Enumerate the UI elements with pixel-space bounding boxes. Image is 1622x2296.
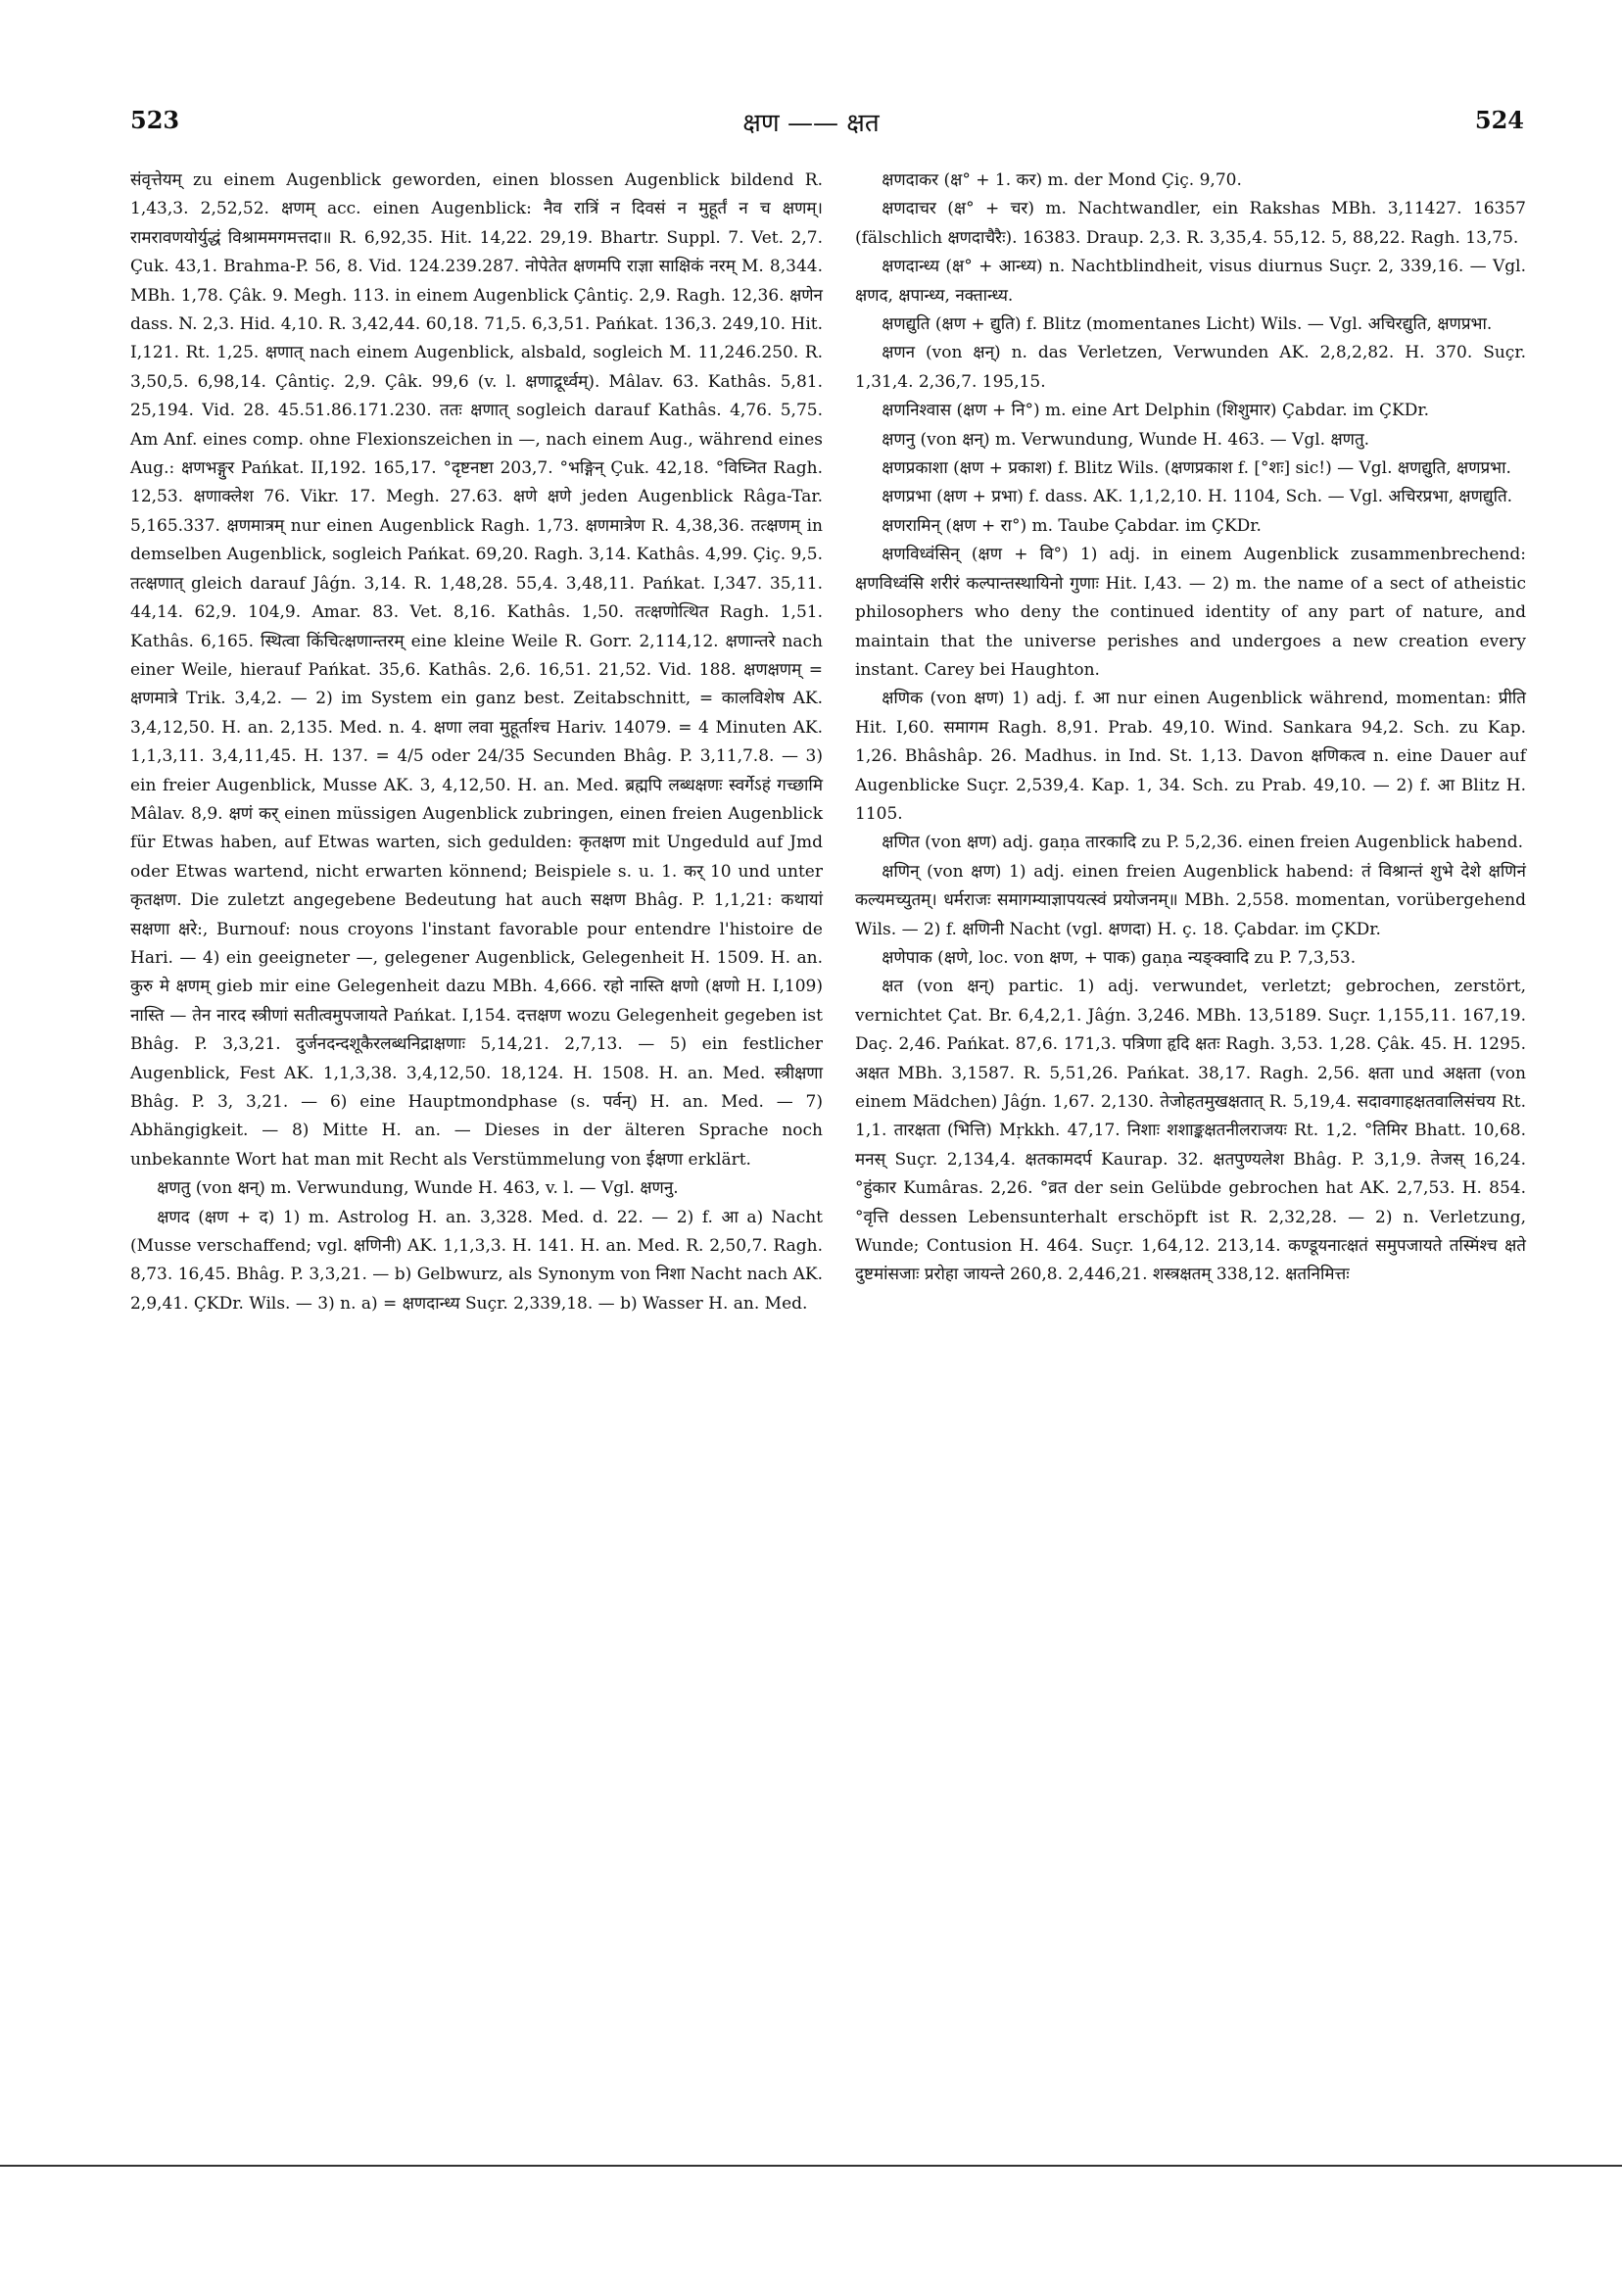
dictionary-entry: क्षणिक (von क्षण) 1) adj. f. आ nur einen Augenblick während, momentan: प्रीति Hit. I,60. समागम Ragh. 8,91. Prab. 49,10. Wind. Sankara 94,2. Sch. zu Kap. 1,26. Bhâshâp. 26. Madhus. in Ind. St. 1,13. Davon क्षणिकत्व n. eine Dauer auf Augenblicke Suçr. 2,539,4. Kap. 1, 34. Sch. zu Prab. 49,10. — 2) f. आ Blitz H. 1105. (855, 689, 1526, 824)
dictionary-entry: क्षणप्रकाशा (क्षण + प्रकाश) f. Blitz Wils. (क्षणप्रकाश f. [°शः] sic!) — Vgl. क्षणद्युति, क्षणप्रभा. (882, 458, 1511, 479)
page-number-left: 523 (130, 106, 180, 134)
left-column (130, 167, 823, 1318)
dictionary-entry: क्षणनु (von क्षन्) m. Verwundung, Wunde H. 463. — Vgl. क्षणतु. (882, 429, 1370, 450)
dictionary-entry: क्षणदान्ध्य (क्ष° + आन्ध्य) n. Nachtblindheit, visus diurnus Suçr. 2, 339,16. — Vgl. क्षणद, क्षपान्ध्य, नक्तान्ध्य. (855, 257, 1526, 306)
dictionary-entry: क्षणेपाक (क्षणे, loc. von क्षण, + पाक) gaṇa न्यङ्क्वादि zu P. 7,3,53. (882, 947, 1357, 968)
dictionary-entry: क्षणिन् (von क्षण) 1) adj. einen freien Augenblick habend: तं विश्रान्तं शुभे देशे क्षणिनं कल्यमच्युतम्। धर्मराजः समागम्याज्ञापयत्स्वं प्रयोजनम्॥ MBh. 2,558. momentan, vorübergehend Wils. — 2) f. क्षणिनी Nacht (vgl. क्षणदा) H. ç. 18. Çabdar. im ÇKDr. (855, 861, 1526, 939)
dictionary-entry: क्षणविध्वंसिन् (क्षण + वि°) 1) adj. in einem Augenblick zusammenbrechend: क्षणविध्वंसि शरीरं कल्पान्तस्थायिनो गुणाः Hit. I,43. — 2) m. the name of a sect of atheistic philosophers who deny the continued identity of any part of nature, and maintain that the universe perishes and undergoes a new creation every instant. Carey bei Haughton. (855, 545, 1526, 680)
dictionary-entry: क्षणद्युति (क्षण + द्युति) f. Blitz (momentanes Licht) Wils. — Vgl. अचिरद्युति, क्षणप्रभा. (882, 314, 1493, 335)
dictionary-entry: क्षणतु (von क्षन्) m. Verwundung, Wunde H. 463, v. l. — Vgl. क्षणनु. (157, 1178, 679, 1199)
page-number-right: 524 (1474, 106, 1524, 134)
running-head: क्षण —— क्षत (742, 109, 880, 138)
dictionary-entry: क्षणप्रभा (क्षण + प्रभा) f. dass. AK. 1,1,2,10. H. 1104, Sch. — Vgl. अचिरप्रभा, क्षणद्युति. (882, 487, 1513, 507)
right-column (855, 167, 1526, 1290)
dictionary-entry: क्षणरामिन् (क्षण + रा°) m. Taube Çabdar. im ÇKDr. (882, 515, 1262, 536)
dictionary-entry: क्षणदाचर (क्ष° + चर) m. Nachtwandler, ein Rakshas MBh. 3,11427. 16357 (fälschlich क्षणदाचैरैः). 16383. Draup. 2,3. R. 3,35,4. 55,12. 5, 88,22. Ragh. 13,75. (855, 199, 1526, 248)
dictionary-entry: संवृत्तेयम् zu einem Augenblick geworden, einen blossen Augenblick bildend R. 1,43,3. 2,52,52. क्षणम् acc. einen Augenblick: नैव रात्रिं न दिवसं न मुहूर्तं न च क्षणम्। रामरावणयोर्युद्धं विश्राममगमत्तदा॥ R. 6,92,35. Hit. 14,22. 29,19. Bhartr. Suppl. 7. Vet. 2,7. Çuk. 43,1. Brahma-P. 56, 8. Vid. 124.239.287. नोपेतेत क्षणमपि राज्ञा साक्षिकं नरम् M. 8,344. MBh. 1,78. Çâk. 9. Megh. 113. in einem Augenblick Çântiç. 2,9. Ragh. 12,36. क्षणेन dass. N. 2,3. Hid. 4,10. R. 3,42,44. 60,18. 71,5. 6,3,51. Pańkat. 136,3. 249,10. Hit. I,121. Rt. 1,25. क्षणात् nach einem Augenblick, alsbald, sogleich M. 11,246.250. R. 3,50,5. 6,98,14. Çântiç. 2,9. Çâk. 99,6 (v. l. क्षणाद्रूर्ध्वम्). Mâlav. 63. Kathâs. 5,81. 25,194. Vid. 28. 45.51.86.171.230. ततः क्षणात् sogleich darauf Kathâs. 4,76. 5,75. Am Anf. eines comp. ohne Flexionszeichen in —, nach einem Aug., während eines Aug.: क्षणभङ्गुर Pańkat. II,192. 165,17. °दृष्टनष्टा 203,7. °भङ्गिन् Çuk. 42,18. °विघ्नित Ragh. 12,53. क्षणाक्लेश 76. Vikr. 17. Megh. 27.63. क्षणे क्षणे jeden Augenblick Râga-Tar. 5,165.337. क्षणमात्रम् nur einen Augenblick Ragh. 1,73. क्षणमात्रेण R. 4,38,36. तत्क्षणम् in demselben Augenblick, sogleich Pańkat. 69,20. Ragh. 3,14. Kathâs. 4,99. Çiç. 9,5. तत्क्षणात् gleich darauf Jâǵn. 3,14. R. 1,48,28. 55,4. 3,48,11. Pańkat. I,347. 35,11. 44,14. 62,9. 104,9. Amar. 83. Vet. 8,16. Kathâs. 1,50. तत्क्षणोत्थित Ragh. 1,51. Kathâs. 6,165. स्थित्वा किंचित्क्षणान्तरम् eine kleine Weile R. Gorr. 2,114,12. क्षणान्तरे nach einer Weile, hierauf Pańkat. 35,6. Kathâs. 2,6. 16,51. 21,52. Vid. 188. क्षणक्षणम् = क्षणमात्रे Trik. 3,4,2. — 2) im System ein ganz best. Zeitabschnitt, = कालविशेष AK. 3,4,12,50. H. an. 2,135. Med. n. 4. क्षणा लवा मुहूर्ताश्च Hariv. 14079. = 4 Minuten AK. 1,1,3,11. 3,4,11,45. H. 137. = 4/5 oder 24/35 Secunden Bhâg. P. 3,11,7.8. — 3) ein freier Augenblick, Musse AK. 3, 4,12,50. H. an. Med. ब्रह्मपि लब्धक्षणः स्वर्गेऽहं गच्छामि Mâlav. 8,9. क्षणं कर् einen müssigen Augenblick zubringen, einen freien Augenblick für Etwas haben, auf Etwas warten, sich gedulden: कृतक्षण mit Ungeduld auf Jmd oder Etwas wartend, nicht erwarten könnend; Beispiele s. u. 1. कर् 10 und unter कृतक्षण. Die zuletzt angegebene Bedeutung hat auch सक्षण Bhâg. P. 1,1,21: कथायां सक्षणा क्षरे:, Burnouf: nous croyons l'instant favorable pour entendre l'histoire de Hari. — 4) ein geeigneter —, gelegener Augenblick, Gelegenheit H. 1509. H. an. कुरु मे क्षणम् gieb mir eine Gelegenheit dazu MBh. 4,666. रहो नास्ति क्षणो (क्षणो H. I,109) नास्ति — तेन नारद स्त्रीणां सतीत्वमुपजायते Pańkat. I,154. दत्तक्षण wozu Gelegenheit gegeben ist Bhâg. P. 3,3,21. दुर्जनदन्दशूकैरलब्धनिद्राक्षणाः 5,14,21. 2,7,13. — 5) ein festlicher Augenblick, Fest AK. 1,1,3,38. 3,4,12,50. 18,124. H. 1508. H. an. Med. स्त्रीक्षणा Bhâg. P. 3, 3,21. — 6) eine Hauptmondphase (s. पर्वन्) H. an. Med. — 7) Abhängigkeit. — 8) Mitte H. an. — Dieses in der älteren Sprache noch unbekannte Wort hat man mit Recht als Verstümmelung von ईक्षणा erklärt. (130, 170, 823, 1170)
dictionary-entry: क्षणित (von क्षण) adj. gaṇa तारकादि zu P. 5,2,36. einen freien Augenblick habend. (882, 833, 1523, 853)
dictionary-entry: क्षणदाकर (क्ष° + 1. कर) m. der Mond Çiç. 9,70. (882, 170, 1242, 190)
dictionary-entry: क्षणद (क्षण + द) 1) m. Astrolog H. an. 3,328. Med. d. 22. — 2) f. आ a) Nacht (Musse verschaffend; vgl. क्षणिनी) AK. 1,1,3,3. H. 141. H. an. Med. R. 2,50,7. Ragh. 8,73. 16,45. Bhâg. P. 3,3,21. — b) Gelbwurz, als Synonym von निशा Nacht nach AK. 2,9,41. ÇKDr. Wils. — 3) n. a) = क्षणदान्ध्य Suçr. 2,339,18. — b) Wasser H. an. Med. (130, 1207, 823, 1314)
dictionary-entry: क्षणनिश्वास (क्षण + नि°) m. eine Art Delphin (शिशुमार) Çabdar. im ÇKDr. (882, 401, 1430, 421)
bottom-rule (0, 2165, 1622, 2167)
dictionary-entry: क्षत (von क्षन्) partic. 1) adj. verwundet, verletzt; gebrochen, zerstört, vernichtet Çat. Br. 6,4,2,1. Jâǵn. 3,246. MBh. 13,5189. Suçr. 1,155,11. 167,19. Daç. 2,46. Pańkat. 87,6. 171,3. पत्रिणा हृदि क्षतः Ragh. 3,53. 1,28. Çâk. 45. H. 1295. अक्षत MBh. 3,1587. R. 5,51,26. Pańkat. 38,17. Ragh. 2,56. क्षता und अक्षता (von einem Mädchen) Jâǵn. 1,67. 2,130. तेजोहतमुखक्षतात् R. 5,19,4. सदावगाहक्षतवालिसंचय Rt. 1,1. तारक्षता (भित्ति) Mṛkkh. 47,17. निशाः शशाङ्कक्षतनीलराजयः Rt. 1,2. °तिमिर Bhatt. 10,68. मनस् Suçr. 2,134,4. क्षतकामदर्प Kaurap. 32. क्षतपुण्यलेश Bhâg. P. 3,1,9. तेजस् 16,24. °हुंकार Kumâras. 2,26. °व्रत der sein Gelübde gebrochen hat AK. 2,7,53. H. 854. °वृत्ति dessen Lebensunterhalt erschöpft ist R. 2,32,28. — 2) n. Verletzung, Wunde; Contusion H. 464. Suçr. 1,64,12. 213,14. कण्डूयनात्क्षतं समुपजायते तस्मिंश्च क्षते दुष्टमांसजाः प्ररोहा जायन्ते 260,8. 2,446,21. शस्त्रक्षतम् 338,12. क्षतनिमित्तः (855, 977, 1526, 1285)
dictionary-entry: क्षणन (von क्षन्) n. das Verletzen, Verwunden AK. 2,8,2,82. H. 370. Suçr. 1,31,4. 2,36,7. 195,15. (855, 343, 1526, 392)
